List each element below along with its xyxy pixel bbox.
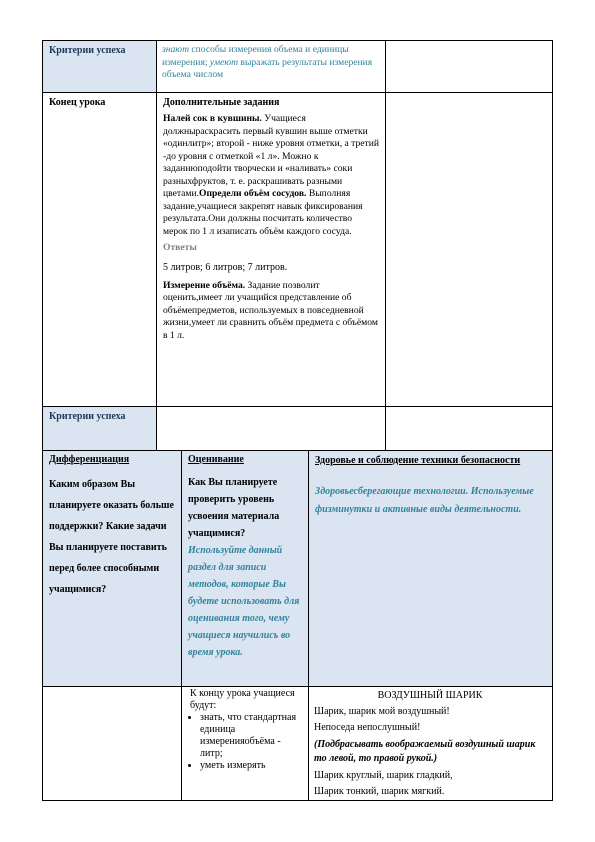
additional-tasks-paragraph-2: Измерение объёма. Задание позволит оценить,имеет ли учащийся представление об объёмепредметов, используемых в повседневной жизни,умеет ли сравнить объём предмета с объёмом в 1 л. xyxy=(163,279,378,341)
success-criteria-label: Критерии успеха xyxy=(49,45,126,56)
lesson-plan-table-bottom xyxy=(42,450,553,801)
health-safety-cell xyxy=(309,451,553,687)
lesson-outcomes-list xyxy=(188,712,305,772)
evaluation-row xyxy=(43,451,553,687)
poem-instruction: (Подбрасывать воображаемый воздушный шарик то левой, то правой рукой.) xyxy=(314,739,536,764)
lesson-outcomes-intro: К концу урока учащиеся будут: xyxy=(190,688,295,711)
lesson-end-empty-cell xyxy=(386,93,553,407)
health-safety-title: Здоровье и соблюдение техники безопасности xyxy=(315,455,521,466)
poem-line-2: Непоседа непослушный! xyxy=(314,722,421,733)
success-criteria-label-cell xyxy=(43,41,157,93)
additional-tasks-cell xyxy=(157,93,386,407)
differentiation-title: Дифференциация xyxy=(49,454,130,465)
success-criteria-empty-cell-3 xyxy=(386,407,553,451)
success-criteria-label-2: Критерии успеха xyxy=(49,411,126,422)
success-criteria-text-cell xyxy=(157,41,386,93)
answers-text: 5 литров; 6 литров; 7 литров. xyxy=(163,261,288,273)
evaluation-guidance: Используйте данный раздел для записи методов, которые Вы будете использовать для оценивания того, чему учащиеся научились во время урока. xyxy=(188,545,300,658)
lesson-outcomes-cell xyxy=(182,687,309,801)
lesson-plan-table-top xyxy=(42,40,553,451)
differentiation-text: Каким образом Вы планируете оказать больше поддержки? Какие задачи Вы планируете поставить перед более способными учащимися? xyxy=(49,479,174,595)
additional-tasks-title: Дополнительные задания xyxy=(163,97,280,108)
evaluation-text: Как Вы планируете проверить уровень усвоения материала учащимися? xyxy=(188,477,280,539)
success-criteria-text: знают способы измерения объема и единицы измерения; умеют выражать результаты измерения объема числом xyxy=(162,44,373,80)
success-criteria-empty-cell xyxy=(386,41,553,93)
answers-label: Ответы xyxy=(163,242,197,253)
activity-empty-cell xyxy=(43,687,182,801)
additional-tasks-paragraph-1: Налей сок в кувшины. Учащиеся должныраскрасить первый кувшин выше отметки «одинлитр»; второй - ниже уровня отметки, а третий -до уровня с отметкой «1 л». Можно к заданиюподойти творчески и «наливать» соки разныхфруктов, т. е. раскрашивать разными цветами.Определи объём сосудов. Выполняя задание,учащиеся закрепят навык фиксирования результата.Они должны посчитать количество мерок по 1 л изаписать объём каждого сосуда. xyxy=(163,113,379,237)
evaluation-cell xyxy=(182,451,309,687)
poem-title: ВОЗДУШНЫЙ ШАРИК xyxy=(377,690,483,701)
health-safety-text: Здоровьесберегающие технологии. Используемые физминутки и активные виды деятельности. xyxy=(315,486,534,515)
poem-line-5: Шарик тонкий, шарик мягкий. xyxy=(314,786,445,797)
list-item: • уметь измерять xyxy=(200,760,305,772)
success-criteria-row xyxy=(43,41,553,93)
success-criteria-empty-cell-2 xyxy=(157,407,386,451)
success-criteria-row-2 xyxy=(43,407,553,451)
poem-line-1: Шарик, шарик мой воздушный! xyxy=(314,706,450,717)
activity-row xyxy=(43,687,553,801)
lesson-end-label: Конец урока xyxy=(49,97,106,108)
evaluation-title: Оценивание xyxy=(188,454,244,465)
differentiation-cell xyxy=(43,451,182,687)
poem-line-4: Шарик круглый, шарик гладкий, xyxy=(314,770,453,781)
success-criteria-label-cell-2 xyxy=(43,407,157,451)
list-item: • знать, что стандартная единица измеренияобъёма - литр; xyxy=(200,712,305,760)
lesson-end-label-cell xyxy=(43,93,157,407)
poem-cell xyxy=(309,687,553,801)
lesson-end-row xyxy=(43,93,553,407)
